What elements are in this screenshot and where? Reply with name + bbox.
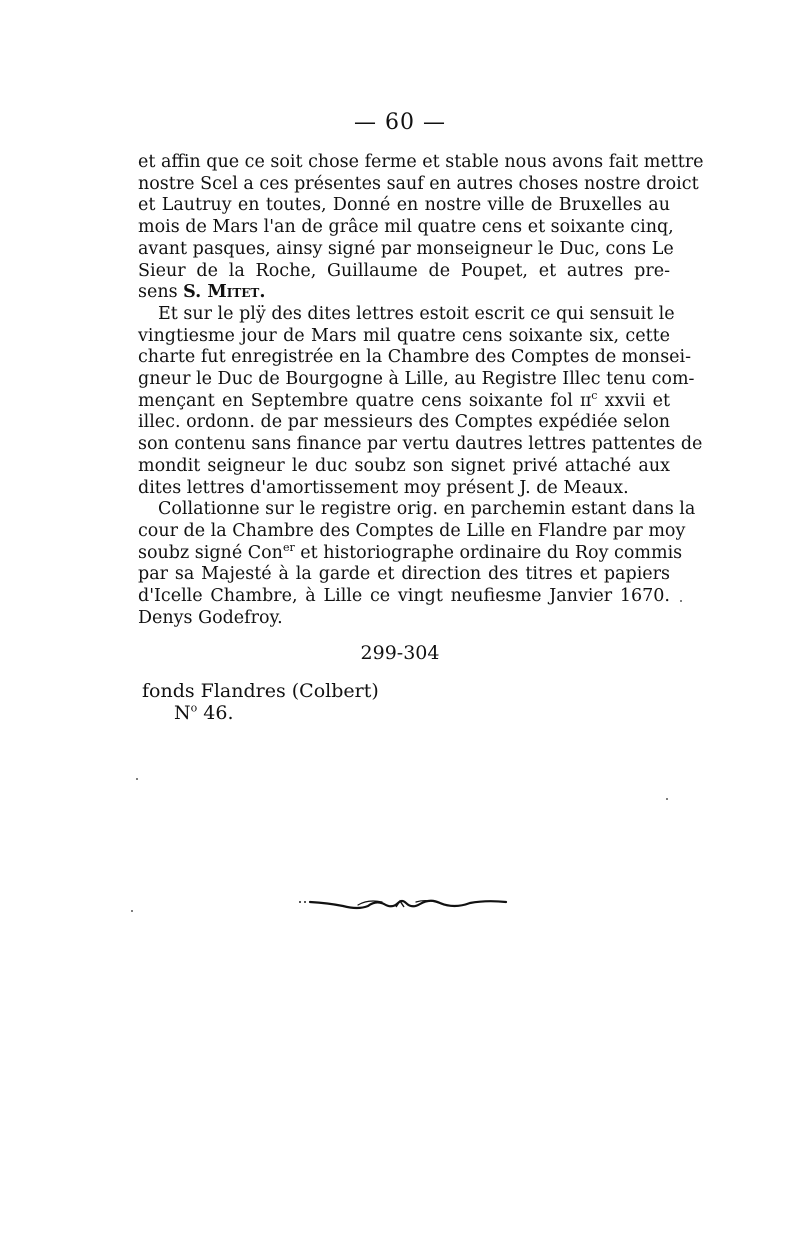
text-line: illec. ordonn. de par messieurs des Comptes expédiée selon: [138, 412, 670, 433]
text-fragment: N: [174, 702, 191, 724]
text-line: et Lautruy en toutes, Donné en nostre ville de Bruxelles au: [138, 195, 670, 216]
text-line: par sa Majesté à la garde et direction des titres et papiers: [138, 564, 670, 585]
text-line: mondit seigneur le duc soubz son signet privé attaché aux: [138, 455, 670, 476]
text-fragment: soubz signé Con: [138, 542, 283, 563]
print-speck: [666, 798, 668, 800]
text-fragment: mençant en Septembre quatre cens soixante fol ɪɪ: [138, 390, 592, 411]
text-line-conseiller: [138, 540, 683, 565]
body-text: [138, 152, 704, 629]
text-line-folio: [138, 388, 670, 413]
text-line: et affin que ce soit chose ferme et stable nous avons fait mettre: [138, 152, 704, 172]
text-line: vingtiesme jour de Mars mil quatre cens soixante six, cette: [138, 325, 670, 346]
text-fragment: xxvii et: [597, 390, 670, 411]
text-fragment: sens: [138, 282, 184, 303]
superscript: er: [282, 540, 295, 554]
text-line-signature: Denys Godefroy.: [138, 607, 283, 628]
text-line: d'Icelle Chambre, à Lille ce vingt neufiesme Janvier 1670.: [138, 586, 670, 607]
text-fragment: et historiographe ordinaire du Roy commis: [294, 542, 683, 563]
superscript: o: [190, 701, 198, 715]
text-line: nostre Scel a ces présentes sauf en autres choses nostre droict: [138, 173, 699, 194]
print-speck: [136, 778, 138, 780]
text-line: cour de la Chambre des Comptes de Lille en Flandre par moy: [138, 520, 686, 541]
ornament-divider: [298, 893, 510, 915]
text-line: dites lettres d'amortissement moy présent J. de Meaux.: [138, 477, 629, 498]
text-line: Et sur le plÿ des dites lettres estoit escrit ce qui sensuit le: [158, 303, 675, 324]
print-speck: [680, 600, 682, 602]
text-line-signature: [138, 282, 670, 304]
page-number: — 60 —: [354, 110, 446, 135]
archive-reference: [142, 680, 379, 724]
text-line: gneur le Duc de Bourgogne à Lille, au Registre Illec tenu com-: [138, 369, 695, 390]
print-speck: [131, 910, 133, 912]
fonds-name: fonds Flandres (Colbert): [142, 680, 379, 702]
text-line: charte fut enregistrée en la Chambre des Comptes de monsei-: [138, 347, 692, 368]
signatory-name: S. Mitet.: [183, 282, 266, 303]
text-line: son contenu sans finance par vertu dautres lettres pattentes de: [138, 434, 703, 455]
text-line: Collationne sur le registre orig. en parchemin estant dans la: [158, 499, 696, 520]
text-line: avant pasques, ainsy signé par monseigneur le Duc, cons Le: [138, 238, 674, 259]
superscript: c: [591, 388, 598, 402]
text-line: Sieur de la Roche, Guillaume de Poupet, et autres pre-: [138, 260, 670, 281]
reference-number: 299-304: [360, 642, 440, 664]
text-line: mois de Mars l'an de grâce mil quatre cens et soixante cinq,: [138, 217, 674, 238]
fonds-number: [142, 702, 379, 724]
text-fragment: 46.: [197, 702, 234, 724]
